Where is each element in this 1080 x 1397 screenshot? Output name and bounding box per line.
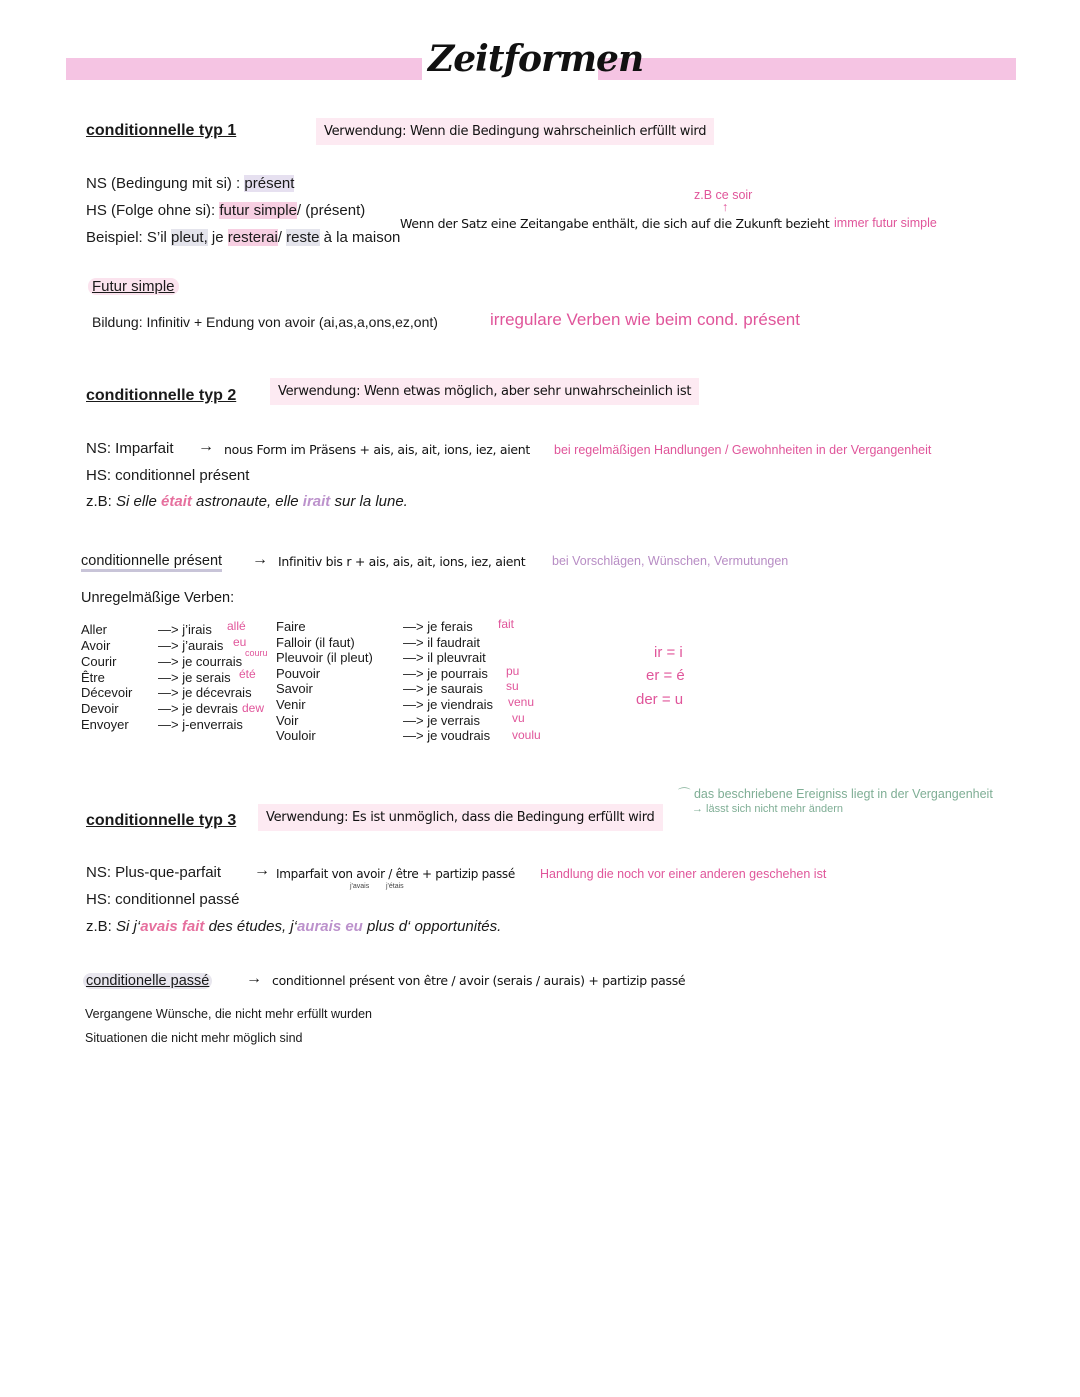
verb-row — [276, 619, 306, 634]
verb-row — [158, 717, 243, 732]
typ1-example — [86, 229, 400, 246]
heading-cond-passe: conditionelle passé — [83, 973, 212, 989]
cond-present-note2: bei Vorschlägen, Wünschen, Vermutungen — [552, 554, 789, 568]
typ3-example — [86, 918, 501, 935]
verb-row — [158, 622, 212, 637]
typ1-ns — [86, 175, 294, 192]
typ3-note2: → lässt sich nicht mehr ändern — [692, 803, 844, 815]
verb-row — [276, 728, 316, 743]
typ1-ex-pre: Beispiel: S’il — [86, 229, 172, 246]
note-zeitangabe: Wenn der Satz eine Zeitangabe enthält, die sich auf die Zukunft bezieht — [400, 216, 830, 231]
verb-pp: couru — [245, 648, 268, 658]
typ2-ex-2: astronaute, elle — [191, 493, 303, 510]
verb-inf: Vouloir — [276, 728, 316, 743]
heading-typ1: conditionnelle typ 1 — [86, 122, 237, 139]
typ3-ex-pre: z.B: — [86, 918, 117, 935]
typ2-ex-w1: était — [161, 493, 192, 510]
typ3-ex-w2: aurais eu — [296, 918, 363, 935]
title-band-left — [66, 58, 422, 80]
verb-row — [276, 650, 373, 665]
verb-row — [403, 650, 486, 665]
typ3-ex-2: des études, j‘ — [204, 918, 297, 935]
verb-form: —> je viendrais — [403, 697, 493, 712]
verb-form: —> je devrais — [158, 701, 238, 716]
typ3-ns-arrow: → — [254, 862, 270, 879]
verb-row — [276, 713, 298, 728]
verb-row — [403, 697, 493, 712]
verb-pp: vu — [512, 711, 525, 725]
verb-pp: su — [506, 679, 519, 693]
verb-form: —> il pleuvrait — [403, 650, 486, 665]
typ2-ex-3: sur la lune. — [330, 493, 408, 510]
rule-er: er = é — [646, 667, 685, 684]
verb-form: —> je pourrais — [403, 666, 488, 681]
verb-row — [158, 685, 252, 700]
verb-inf: Aller — [81, 622, 108, 637]
verb-pp: pu — [506, 664, 520, 678]
typ1-ex-w1: pleut, — [171, 229, 208, 246]
verb-pp: eu — [233, 635, 247, 649]
verb-inf: Avoir — [81, 638, 111, 653]
futur-note: irregulare Verben wie beim cond. présent — [490, 310, 800, 329]
page-title: Zeitformen — [428, 38, 644, 80]
futur-bildung: Bildung: Infinitiv + Endung von avoir (ai,as,a,ons,ez,ont) — [92, 314, 438, 330]
typ1-ex-mid: je — [207, 229, 228, 246]
usage-typ1: Verwendung: Wenn die Bedingung wahrscheinlich erfüllt wird — [316, 118, 714, 145]
typ2-ex-1: Si elle — [116, 493, 162, 510]
verb-row — [403, 713, 480, 728]
typ3-ex-w1: avais fait — [140, 918, 205, 935]
verb-pp: fait — [498, 617, 515, 631]
verb-row — [158, 670, 231, 685]
verb-row — [403, 681, 483, 696]
typ1-ns-value: présent — [244, 175, 295, 192]
verb-row — [81, 654, 116, 669]
verb-row — [158, 638, 223, 653]
verb-inf: Pleuvoir (il pleut) — [276, 650, 373, 665]
verb-inf: Devoir — [81, 701, 119, 716]
typ1-hs-value2: / (présent) — [296, 202, 366, 219]
cond-passe-note: conditionnel présent von être / avoir (serais / aurais) + partizip passé — [272, 973, 686, 988]
typ3-ex-1: Si j‘ — [116, 918, 141, 935]
verb-pp: voulu — [512, 728, 541, 742]
curve-icon: ⌒ — [678, 787, 694, 801]
verb-pp: allé — [227, 619, 246, 633]
verb-row — [276, 681, 313, 696]
typ3-ex-3: plus d‘ opportunités. — [362, 918, 502, 935]
irregular-title: Unregelmäßige Verben: — [81, 590, 235, 606]
verb-form: —> j-enverrais — [158, 717, 243, 732]
verb-row — [158, 701, 238, 716]
note-arrow-up: ↑ — [722, 200, 729, 214]
usage-typ2: Verwendung: Wenn etwas möglich, aber sehr unwahrscheinlich ist — [270, 378, 699, 405]
heading-cond-present: conditionnelle présent — [81, 553, 222, 572]
typ2-example — [86, 493, 408, 510]
rule-der: der = u — [636, 691, 684, 708]
typ3-ns-sub1: j'avais — [350, 883, 370, 890]
typ3-ns-note2: Handlung die noch vor einer anderen geschehen ist — [540, 867, 827, 881]
verb-form: —> il faudrait — [403, 635, 480, 650]
verb-pp: venu — [508, 695, 535, 709]
heading-futur-simple: Futur simple — [88, 278, 179, 295]
typ1-hs — [86, 202, 365, 219]
verb-pp: été — [239, 667, 256, 681]
typ2-hs: HS: conditionnel présent — [86, 467, 250, 484]
verb-form: —> j’aurais — [158, 638, 224, 653]
cond-present-arrow: → — [252, 551, 268, 568]
verb-form: —> je voudrais — [403, 728, 491, 743]
typ1-ex-w2: resterai — [227, 229, 278, 246]
verb-inf: Faire — [276, 619, 306, 634]
verb-inf: Courir — [81, 654, 117, 669]
cond-passe-arrow: → — [246, 970, 262, 987]
verb-form: —> j’irais — [158, 622, 212, 637]
verb-inf: Savoir — [276, 681, 313, 696]
verb-row — [81, 717, 129, 732]
note-immer: immer futur simple — [834, 216, 937, 230]
typ1-ns-label: NS (Bedingung mit si) : — [86, 175, 245, 192]
verb-inf: Voir — [276, 713, 299, 728]
typ2-ns-note2: bei regelmäßigen Handlungen / Gewohnheiten in der Vergangenheit — [554, 443, 932, 457]
cond-passe-line1: Vergangene Wünsche, die nicht mehr erfüllt wurden — [85, 1007, 372, 1021]
verb-row — [403, 619, 473, 634]
verb-form: —> je courrais — [158, 654, 243, 669]
typ2-ns-note: nous Form im Präsens + ais, ais, ait, ions, iez, aient — [224, 442, 531, 457]
verb-row — [81, 701, 119, 716]
heading-typ2: conditionnelle typ 2 — [86, 387, 237, 404]
typ1-ex-sep: / — [277, 229, 287, 246]
note-zb: z.B ce soir — [694, 188, 753, 202]
verb-inf: Envoyer — [81, 717, 129, 732]
verb-row — [403, 728, 490, 743]
rule-ir: ir = i — [654, 644, 683, 661]
verb-row — [81, 622, 107, 637]
verb-form: —> je saurais — [403, 681, 483, 696]
typ3-ns-sub2: j'étais — [386, 883, 404, 890]
typ1-ex-w3: reste — [286, 229, 320, 246]
verb-form: —> je décevrais — [158, 685, 252, 700]
verb-inf: Être — [81, 670, 105, 685]
verb-inf: Falloir (il faut) — [276, 635, 355, 650]
verb-row — [276, 697, 306, 712]
heading-typ3: conditionnelle typ 3 — [86, 812, 237, 829]
typ3-hs: HS: conditionnel passé — [86, 891, 240, 908]
verb-row — [81, 685, 132, 700]
typ3-ns-note: Imparfait von avoir / être + partizip passé — [276, 867, 515, 881]
verb-row — [81, 638, 110, 653]
verb-pp: dew — [242, 701, 265, 715]
cond-present-note: Infinitiv bis r + ais, ais, ait, ions, iez, aient — [278, 554, 526, 569]
usage-typ3: Verwendung: Es ist unmöglich, dass die Bedingung erfüllt wird — [258, 804, 663, 831]
verb-row — [158, 654, 242, 669]
verb-row — [276, 666, 320, 681]
typ2-ns-arrow: → — [198, 438, 214, 455]
typ2-ex-pre: z.B: — [86, 493, 117, 510]
typ1-ex-post: à la maison — [319, 229, 401, 246]
typ3-ns: NS: Plus-que-parfait — [86, 864, 222, 881]
typ3-note1 — [678, 784, 993, 802]
title-band-right — [598, 58, 1016, 80]
typ2-ns: NS: Imparfait — [86, 440, 174, 457]
verb-row — [81, 670, 105, 685]
verb-row — [403, 635, 480, 650]
verb-row — [276, 635, 355, 650]
typ3-note1-text: das beschriebene Ereigniss liegt in der Vergangenheit — [693, 787, 993, 801]
verb-inf: Venir — [276, 697, 306, 712]
typ1-hs-label: HS (Folge ohne si): — [86, 202, 220, 219]
verb-form: —> je verrais — [403, 713, 480, 728]
cond-passe-line2: Situationen die nicht mehr möglich sind — [85, 1031, 303, 1045]
typ1-hs-value1: futur simple — [219, 202, 297, 219]
verb-form: —> je ferais — [403, 619, 473, 634]
verb-form: —> je serais — [158, 670, 231, 685]
typ2-ex-w2: irait — [302, 493, 331, 510]
verb-inf: Pouvoir — [276, 666, 321, 681]
verb-row — [403, 666, 488, 681]
verb-inf: Décevoir — [81, 685, 133, 700]
